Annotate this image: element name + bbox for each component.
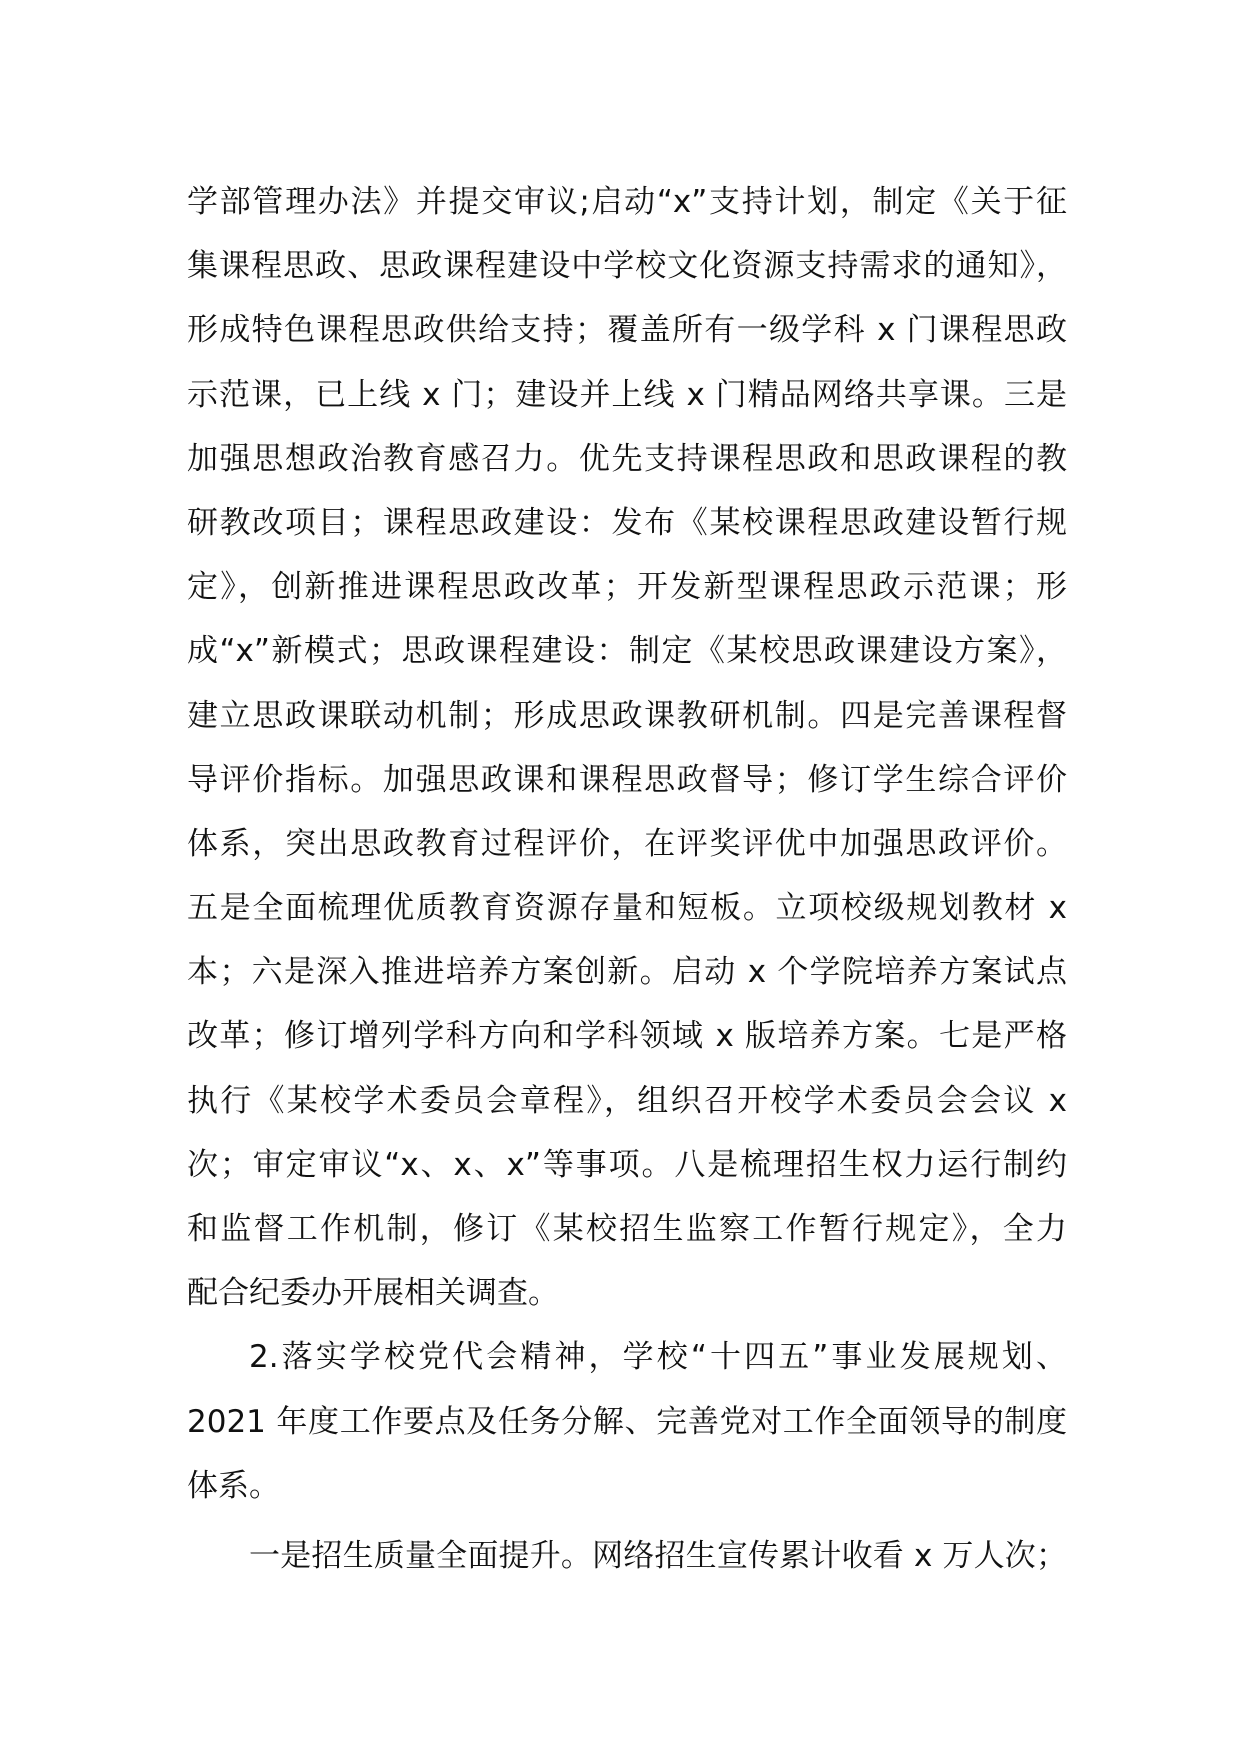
text-line: 五是全面梳理优质教育资源存量和短板。立项校级规划教材 x [187, 890, 1067, 927]
text-line: 建立思政课联动机制；形成思政课教研机制。四是完善课程督 [187, 697, 1067, 734]
text-line: 2021 年度工作要点及任务分解、完善党对工作全面领导的制度 [187, 1403, 1067, 1440]
text-line: 导评价指标。加强思政课和课程思政督导；修订学生综合评价 [187, 761, 1067, 798]
text-line: 配合纪委办开展相关调查。 [187, 1275, 559, 1312]
document-body [187, 170, 1067, 1588]
text-line: 改革；修订增列学科方向和学科领域 x 版培养方案。七是严格 [187, 1018, 1067, 1055]
text-line: 和监督工作机制，修订《某校招生监察工作暂行规定》，全力 [187, 1211, 1067, 1247]
paragraph [187, 1524, 1067, 1588]
text-line: 本；六是深入推进培养方案创新。启动 x 个学院培养方案试点 [187, 954, 1067, 991]
text-line: 定》，创新推进课程思政改革；开发新型课程思政示范课；形 [187, 569, 1067, 606]
text-line: 执行《某校学术委员会章程》，组织召开校学术委员会会议 x [187, 1082, 1067, 1119]
text-line: 形成特色课程思政供给支持；覆盖所有一级学科 x 门课程思政 [187, 312, 1067, 349]
text-line: 加强思想政治教育感召力。优先支持课程思政和思政课程的教 [187, 440, 1067, 477]
text-line: 一是招生质量全面提升。网络招生宣传累计收看 x 万人次； [249, 1537, 1067, 1574]
text-line: 体系。 [187, 1467, 280, 1504]
text-line: 学部管理办法》并提交审议;启动“x”支持计划，制定《关于征 [187, 184, 1067, 220]
paragraph [187, 170, 1067, 1325]
text-line: 次；审定审议“x、x、x”等事项。八是梳理招生权力运行制约 [187, 1146, 1067, 1183]
text-line: 2.落实学校党代会精神，学校“十四五”事业发展规划、 [249, 1339, 1067, 1376]
text-line: 研教改项目；课程思政建设：发布《某校课程思政建设暂行规 [187, 504, 1067, 541]
text-line: 成“x”新模式；思政课程建设：制定《某校思政课建设方案》， [187, 633, 1067, 670]
text-line: 集课程思政、思政课程建设中学校文化资源支持需求的通知》， [187, 248, 1067, 285]
text-line: 体系，突出思政教育过程评价，在评奖评优中加强思政评价。 [187, 825, 1067, 862]
paragraph [187, 1325, 1067, 1518]
text-line: 示范课，已上线 x 门；建设并上线 x 门精品网络共享课。三是 [187, 376, 1067, 413]
